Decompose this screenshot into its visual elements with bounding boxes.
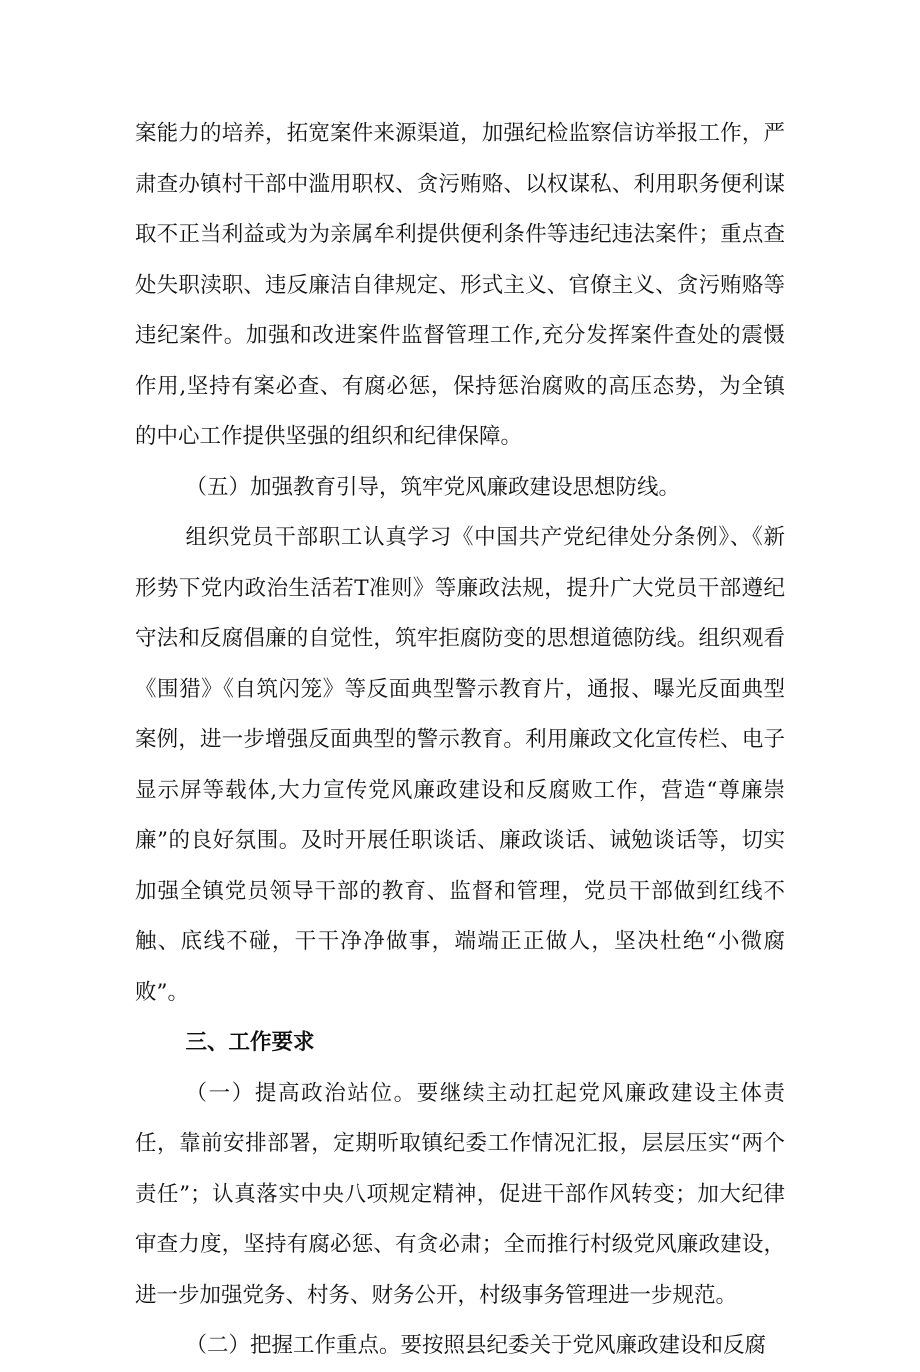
document-body xyxy=(135,109,785,1372)
paragraph-work-focus: （二）把握工作重点。要按照县纪委关于党风廉政建设和反腐 xyxy=(185,1333,767,1358)
subheading-education-guidance: （五）加强教育引导，筑牢党风廉政建设思想防线。 xyxy=(185,474,681,500)
paragraph-case-handling: 案能力的培养，拓宽案件来源渠道，加强纪检监察信访举报工作，严肃查办镇村干部中滥用职权、贪污贿赂、以权谋私、利用职务便利谋取不正当利益或为为亲属牟利提供便利条件等违纪违法案件；重点查处失职渎职、违反廉洁自律规定、形式主义、官僚主义、贪污贿赂等违纪案件。加强和改进案件监督管理工作,充分发挥案件查处的震慑作用,坚持有案必查、有腐必惩，保持惩治腐败的高压态势，为全镇的中心工作提供坚强的组织和纪律保障。 xyxy=(135,121,785,449)
paragraph-education-guidance: 组织党员干部职工认真学习《中国共产党纪律处分条例》、《新形势下党内政治生活若T准则》等廉政法规，提升广大党员干部遵纪守法和反腐倡廉的自觉性，筑牢拒腐防变的思想道德防线。组织观看《围猎》《自筑闪笼》等反面典型警示教育片，通报、曝光反面典型案例，进一步增强反面典型的警示教育。利用廉政文化宣传栏、电子显示屏等载体,大力宣传党风廉政建设和反腐败工作，营造“尊廉崇廉”的良好氛围。及时开展任职谈话、廉政谈话、诫勉谈话等，切实加强全镇党员领导干部的教育、监督和管理，党员干部做到红线不触、底线不碰，干干净净做事，端端正正做人，坚决杜绝“小微腐败”。 xyxy=(135,525,785,1005)
section-heading-work-requirements: 三、工作要求 xyxy=(185,1030,315,1055)
paragraph-political-stance: （一）提高政治站位。要继续主动扛起党风廉政建设主体责任，靠前安排部署，定期听取镇纪委工作情况汇报，层层压实“两个责任”；认真落实中央八项规定精神，促进干部作风转变；加大纪律审查力度，坚持有腐必惩、有贪必肃；全而推行村级党风廉政建设，进一步加强党务、村务、财务公开，村级事务管理进一步规范。 xyxy=(135,1080,785,1308)
